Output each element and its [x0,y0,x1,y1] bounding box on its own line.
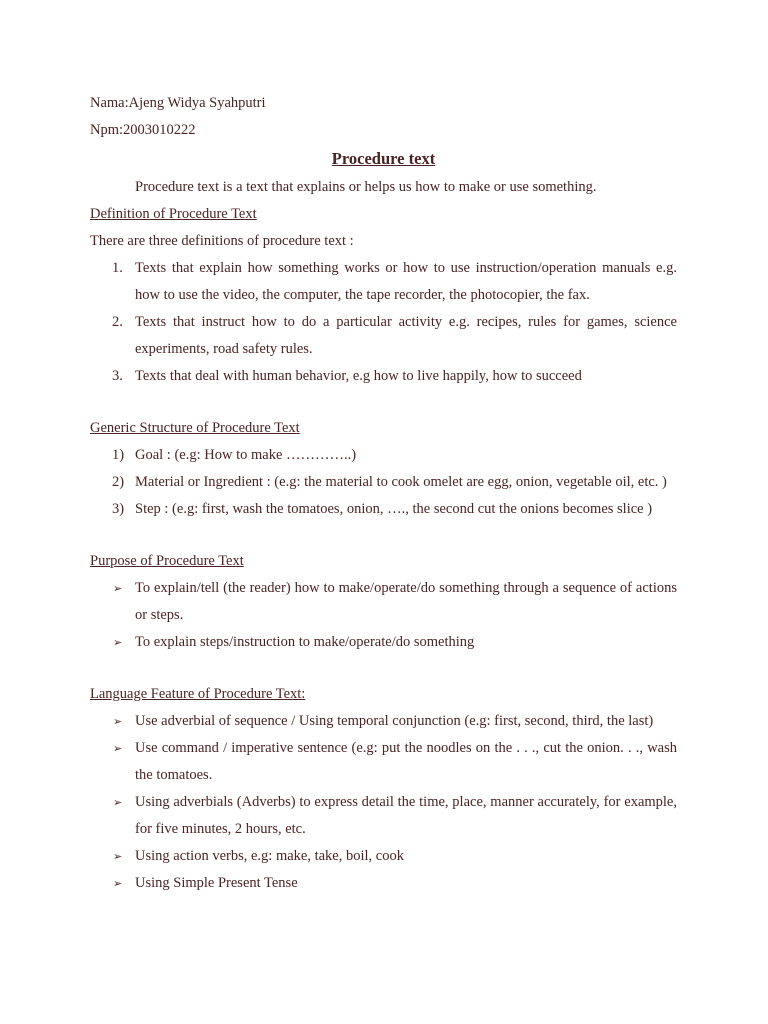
language-list [90,708,677,897]
purpose-item-1 [90,575,677,629]
language-item-4 [90,843,677,870]
definition-item-text: Texts that instruct how to do a particular activity e.g. recipes, rules for games, science experiments, road safety rules. [135,314,677,357]
structure-item-3 [90,496,677,523]
definition-item-2 [90,309,677,363]
purpose-list [90,575,677,656]
arrowhead-bullet-icon: ➢ [113,877,123,890]
purpose-item-text: To explain/tell (the reader) how to make/operate/do something through a sequence of actions or steps. [135,580,677,623]
document-title: Procedure text [331,149,436,168]
purpose-item-2 [90,629,677,656]
language-item-1 [90,708,677,735]
definition-item-3 [90,363,677,390]
structure-heading: Generic Structure of Procedure Text [90,420,300,436]
definition-list [90,255,677,390]
student-npm: Npm:2003010222 [90,122,196,138]
language-item-text: Using action verbs, e.g: make, take, boil, cook [135,848,404,864]
list-number: 3) [112,501,125,517]
arrowhead-bullet-icon: ➢ [113,636,123,649]
structure-item-text: Material or Ingredient : (e.g: the material to cook omelet are egg, onion, vegetable oil, etc. ) [135,474,667,490]
definition-item-text: Texts that explain how something works or how to use instruction/operation manuals e.g. how to use the video, the computer, the tape recorder, the photocopier, the fax. [135,260,677,303]
structure-item-2 [90,469,677,496]
list-number: 1. [112,260,123,276]
arrowhead-bullet-icon: ➢ [113,582,123,595]
definition-item-text: Texts that deal with human behavior, e.g how to live happily, how to succeed [135,368,582,384]
language-item-2 [90,735,677,789]
purpose-heading: Purpose of Procedure Text [90,553,244,569]
intro-paragraph: Procedure text is a text that explains or helps us how to make or use something. [135,179,597,195]
spacer [90,523,677,548]
definition-heading: Definition of Procedure Text [90,206,257,222]
spacer [90,390,677,415]
document-page [90,90,677,897]
language-item-text: Use command / imperative sentence (e.g: put the noodles on the . . ., cut the onion. . ., wash the tomatoes. [135,740,677,783]
definition-lead: There are three definitions of procedure text : [90,233,354,249]
list-number: 2) [112,474,125,490]
language-item-text: Using adverbials (Adverbs) to express detail the time, place, manner accurately, for example, for five minutes, 2 hours, etc. [135,794,677,837]
arrowhead-bullet-icon: ➢ [113,850,123,863]
structure-item-text: Step : (e.g: first, wash the tomatoes, onion, …., the second cut the onions becomes slice ) [135,501,653,517]
structure-list [90,442,677,523]
arrowhead-bullet-icon: ➢ [113,796,123,809]
list-number: 1) [112,447,125,463]
structure-item-text: Goal : (e.g: How to make …………..) [135,447,357,463]
list-number: 3. [112,368,123,384]
language-item-text: Using Simple Present Tense [135,875,298,891]
language-item-5 [90,870,677,897]
definition-item-1 [90,255,677,309]
spacer [90,656,677,681]
arrowhead-bullet-icon: ➢ [113,715,123,728]
language-item-3 [90,789,677,843]
student-name: Nama:Ajeng Widya Syahputri [90,95,266,111]
language-item-text: Use adverbial of sequence / Using temporal conjunction (e.g: first, second, third, the last) [135,713,654,729]
list-number: 2. [112,314,123,330]
structure-item-1 [90,442,677,469]
language-heading: Language Feature of Procedure Text: [90,686,306,702]
purpose-item-text: To explain steps/instruction to make/operate/do something [135,634,475,650]
arrowhead-bullet-icon: ➢ [113,742,123,755]
